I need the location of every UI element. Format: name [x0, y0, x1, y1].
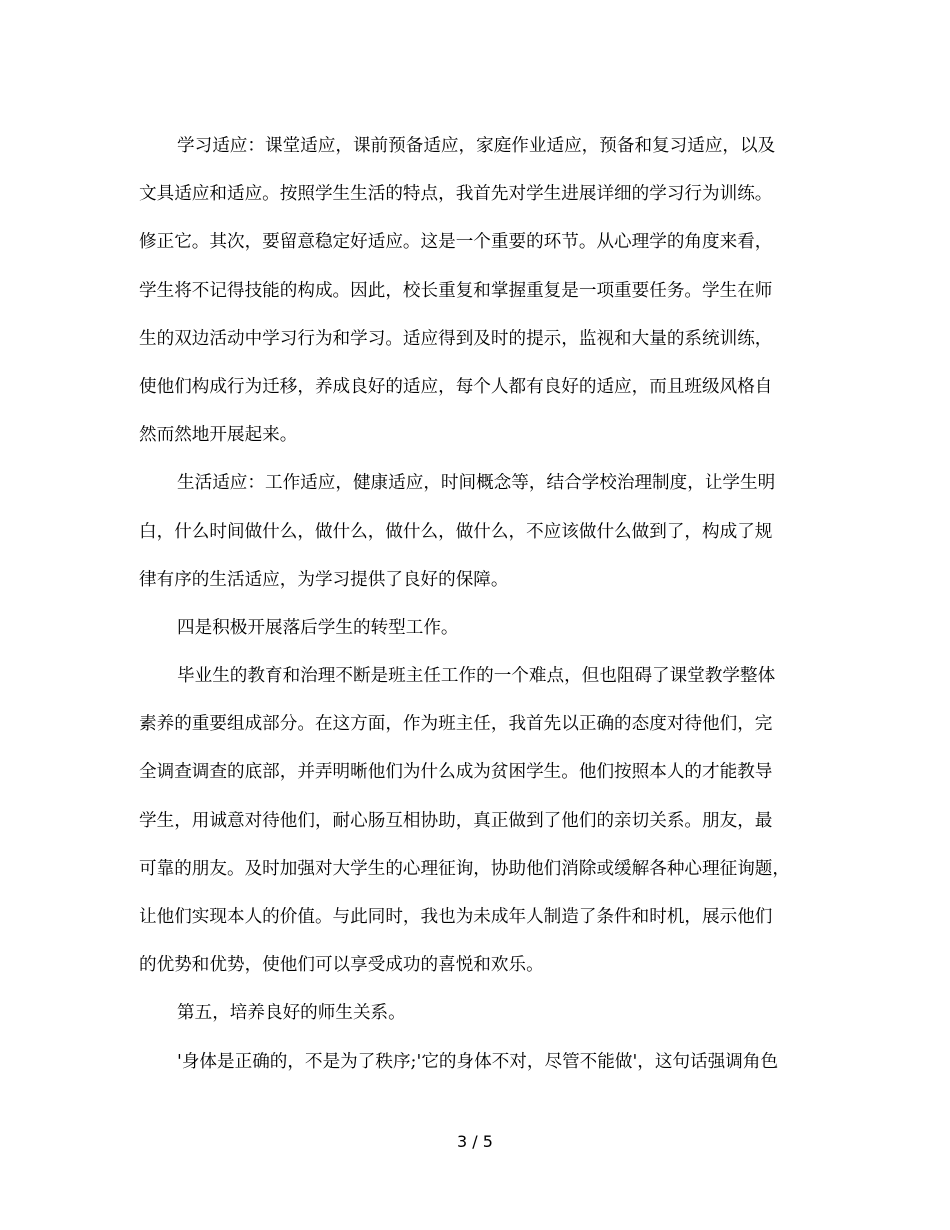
paragraph-line: 让他们实现本人的价值。与此同时，我也为未成年人制造了条件和时机，展示他们 [139, 907, 773, 927]
paragraph-line: 白，什么时间做什么，做什么，做什么，做什么，不应该做什么做到了，构成了规 [139, 521, 773, 542]
paragraph-line: '身体是正确的，不是为了秩序;'它的身体不对，尽管不能做'，这句话强调角色 [177, 1051, 779, 1072]
paragraph-line: 可靠的朋友。及时加强对大学生的心理征询，协助他们消除或缓解各种心理征询题， [139, 858, 790, 879]
paragraph-line: 律有序的生活适应，为学习提供了良好的保障。 [139, 569, 509, 590]
section-heading: 第五，培养良好的师生关系。 [177, 1003, 406, 1024]
paragraph-line: 的优势和优势，使他们可以享受成功的喜悦和欢乐。 [139, 955, 544, 976]
paragraph-line: 文具适应和适应。按照学生生活的特点，我首先对学生进展详细的学习行为训练。 [139, 184, 773, 205]
paragraph-line: 素养的重要组成部分。在这方面，作为班主任，我首先以正确的态度对待他们，完 [139, 714, 773, 735]
paragraph-line: 毕业生的教育和治理不断是班主任工作的一个难点，但也阻碍了课堂教学整体 [177, 666, 776, 687]
paragraph-line: 全调查调查的底部，并弄明晰他们为什么成为贫困学生。他们按照本人的才能教导 [139, 762, 773, 783]
document-body [139, 122, 825, 1086]
section-heading: 四是积极开展落后学生的转型工作。 [177, 617, 459, 638]
paragraph-line: 学生，用诚意对待他们，耐心肠互相协助，真正做到了他们的亲切关系。朋友，最 [139, 810, 773, 831]
paragraph-line: 然而然地开展起来。 [139, 425, 298, 446]
paragraph-line: 使他们构成行为迁移，养成良好的适应，每个人都有良好的适应，而且班级风格自 [139, 376, 773, 397]
paragraph-line: 学生将不记得技能的构成。因此，校长重复和掌握重复是一项重要任务。学生在师 [139, 280, 773, 301]
page-number: 3 / 5 [457, 1132, 493, 1151]
paragraph-line: 修正它。其次，要留意稳定好适应。这是一个重要的环节。从心理学的角度来看， [139, 232, 773, 253]
paragraph-line: 生的双边活动中学习行为和学习。适应得到及时的提示，监视和大量的系统训练， [139, 328, 773, 349]
paragraph-line: 生活适应：工作适应，健康适应，时间概念等，结合学校治理制度，让学生明 [177, 473, 776, 494]
paragraph-line: 学习适应：课堂适应，课前预备适应，家庭作业适应，预备和复习适应，以及 [177, 136, 776, 156]
